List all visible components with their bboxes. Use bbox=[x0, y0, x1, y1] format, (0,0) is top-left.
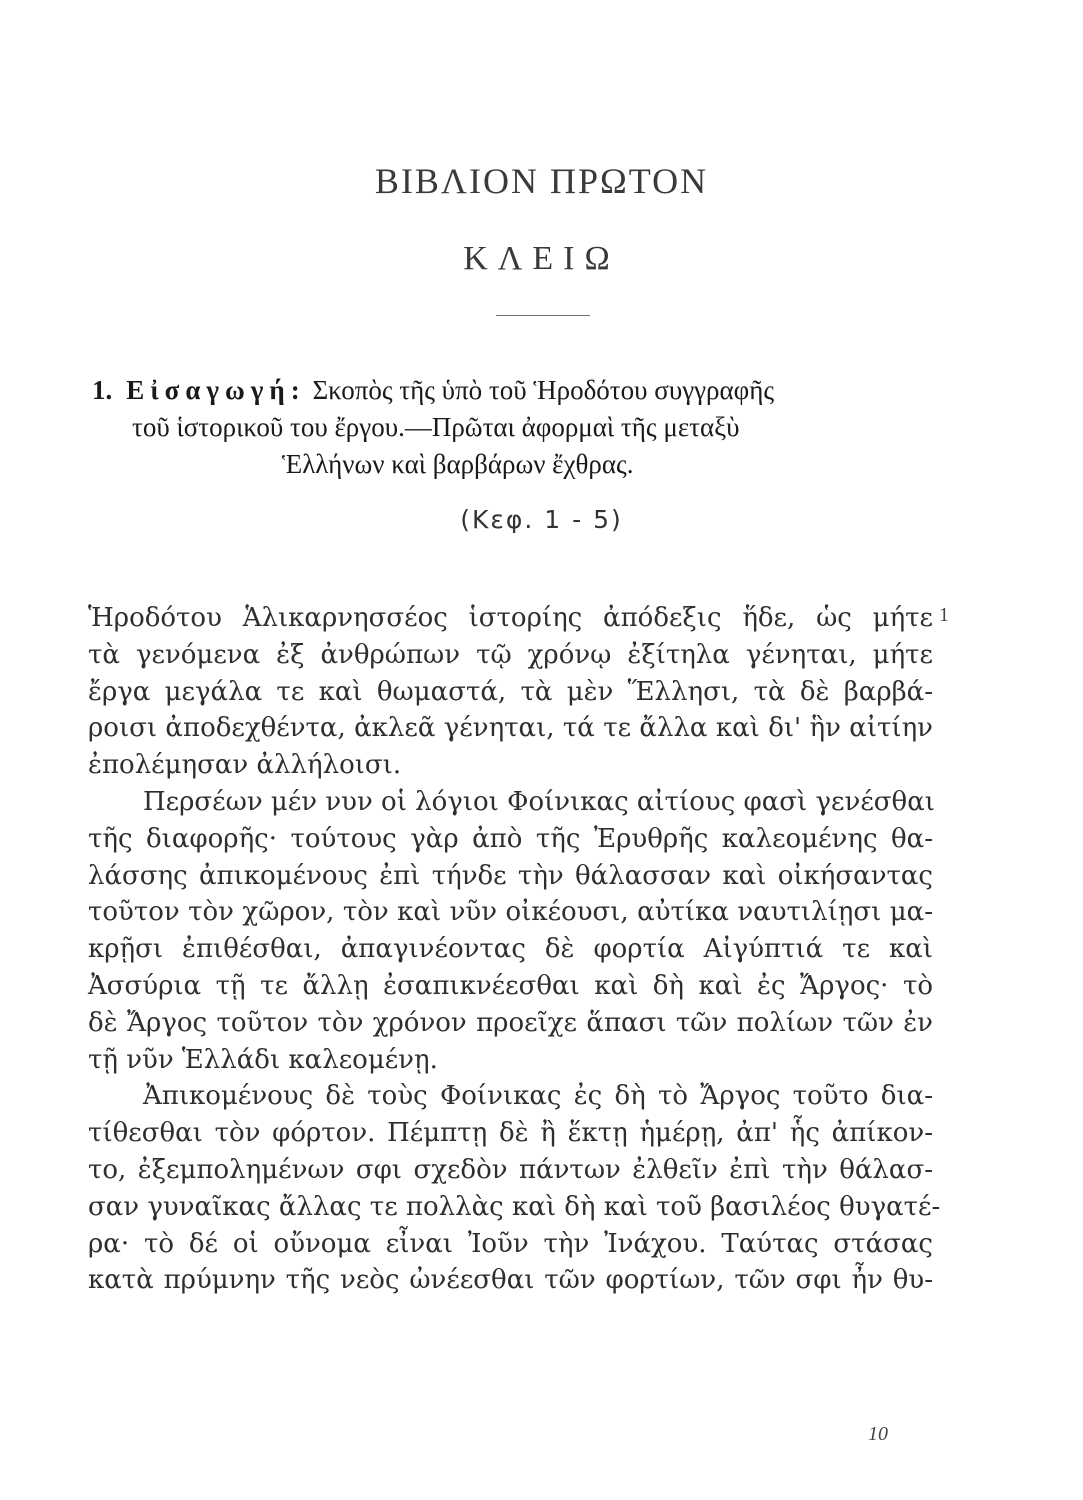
text-line: σαν γυναῖκας ἄλλας τε πολλὰς καὶ δὴ καὶ τοῦ βασιλέος θυγατέ- bbox=[88, 1191, 941, 1222]
text-line: ἐπολέμησαν ἀλλήλοισι. bbox=[88, 750, 402, 781]
page-number: 10 bbox=[868, 1423, 888, 1445]
text-line: τὰ γενόμενα ἐξ ἀνθρώπων τῷ χρόνῳ ἐξίτηλα γένηται, μήτε bbox=[88, 639, 933, 670]
chapter-range: (Κεφ. 1 - 5) bbox=[460, 505, 623, 534]
book-title: ΒΙΒΛΙΟΝ ΠΡΩΤΟΝ bbox=[374, 161, 709, 201]
body-text bbox=[88, 600, 941, 1299]
section-heading-line-2: τοῦ ἱστορικοῦ του ἔργου.—Πρῶται ἀφορμαὶ τῆς μεταξὺ bbox=[132, 412, 740, 442]
text-line: ρα· τὸ δέ οἱ οὔνομα εἶναι Ἰοῦν τὴν Ἰνάχου. Ταύτας στάσας bbox=[88, 1228, 933, 1259]
text-line: τῇ νῦν Ἑλλάδι καλεομένῃ. bbox=[88, 1044, 438, 1075]
section-heading-line-3: Ἑλλήνων καὶ βαρβάρων ἔχθρας. bbox=[282, 449, 634, 479]
text-line: Ἀπικομένους δὲ τοὺς Φοίνικας ἐς δὴ τὸ Ἄργος τοῦτο δια- bbox=[143, 1081, 933, 1112]
section-heading-text-1: Σκοπὸς τῆς ὑπὸ τοῦ Ἡροδότου συγγραφῆς bbox=[312, 375, 775, 405]
section-number: 1. bbox=[92, 375, 113, 405]
text-line: Ἀσσύρια τῇ τε ἄλλῃ ἐσαπικνέεσθαι καὶ δὴ καὶ ἐς Ἄργος· τὸ bbox=[88, 970, 933, 1001]
section-heading-line-1 bbox=[92, 372, 952, 409]
text-line: δὲ Ἄργος τοῦτον τὸν χρόνον προεῖχε ἅπασι τῶν πολίων τῶν ἐν bbox=[88, 1007, 933, 1038]
text-line: ροισι ἀποδεχθέντα, ἀκλεᾶ γένηται, τά τε ἄλλα καὶ δι' ἣν αἰτίην bbox=[88, 713, 933, 744]
book-subtitle: ΚΛΕΙΩ bbox=[463, 240, 620, 277]
text-line: το, ἐξεμπολημένων σφι σχεδὸν πάντων ἐλθεῖν ἐπὶ τὴν θάλασ- bbox=[88, 1154, 933, 1185]
text-line: τοῦτον τὸν χῶρον, τὸν καὶ νῦν οἰκέουσι, αὐτίκα ναυτιλίῃσι μα- bbox=[88, 897, 933, 928]
margin-chapter-number: 1 bbox=[939, 604, 949, 626]
text-line: τῆς διαφορῆς· τούτους γὰρ ἀπὸ τῆς Ἐρυθρῆς καλεομένης θα- bbox=[88, 823, 933, 854]
text-line: ἔργα μεγάλα τε καὶ θωμαστά, τὰ μὲν Ἕλλησι, τὰ δὲ βαρβά- bbox=[88, 676, 933, 707]
section-heading bbox=[92, 372, 952, 483]
section-label: Εἰσαγωγή: bbox=[126, 375, 306, 405]
text-line: Περσέων μέν νυν οἱ λόγιοι Φοίνικας αἰτίους φασὶ γενέσθαι bbox=[143, 786, 935, 817]
text-line: Ἡροδότου Ἁλικαρνησσέος ἱστορίης ἀπόδεξις ἥδε, ὡς μήτε bbox=[88, 603, 933, 633]
text-line: κρῇσι ἐπιθέσθαι, ἀπαγινέοντας δὲ φορτία Αἰγύπτιά τε καὶ bbox=[88, 934, 933, 965]
text-line: τίθεσθαι τὸν φόρτον. Πέμπτῃ δὲ ἢ ἕκτῃ ἡμέρῃ, ἀπ' ἧς ἀπίκον- bbox=[88, 1118, 933, 1149]
text-line: κατὰ πρύμνην τῆς νεὸς ὠνέεσθαι τῶν φορτίων, τῶν σφι ἦν θυ- bbox=[88, 1265, 933, 1296]
title-divider bbox=[496, 315, 590, 316]
text-line: λάσσης ἀπικομένους ἐπὶ τήνδε τὴν θάλασσαν καὶ οἰκήσαντας bbox=[88, 860, 933, 891]
